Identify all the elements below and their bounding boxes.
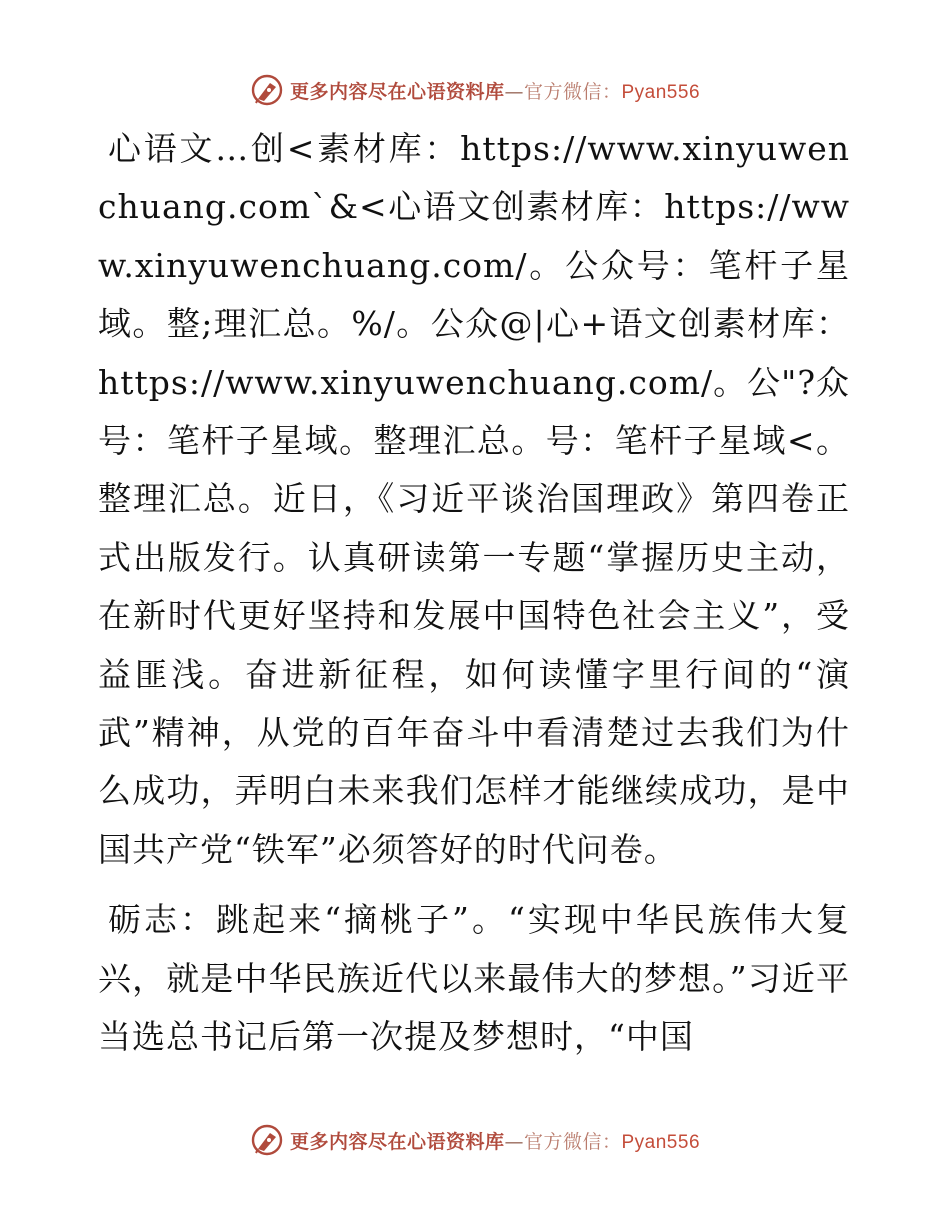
document-body bbox=[98, 120, 850, 1067]
paragraph-2: 砺志：跳起来“摘桃子”。“实现中华民族伟大复兴，就是中华民族近代以来最伟大的梦想。”习近平当选总书记后第一次提及梦想时，“中国 bbox=[98, 900, 850, 1057]
footer-separator: — bbox=[504, 1130, 524, 1153]
pen-nib-logo-icon bbox=[250, 1123, 284, 1157]
footer-wechat-id: Pyan556 bbox=[621, 1131, 701, 1153]
banner-wechat-id: Pyan556 bbox=[621, 81, 701, 103]
footer-banner bbox=[0, 1120, 950, 1160]
footer-official-label: 官方微信： bbox=[523, 1130, 622, 1153]
paragraph-1: 心语文…创<素材库：https://www.xinyuwenchuang.com`&<心语文创素材库：https://www.xinyuwenchuang.com/。公众号：笔杆子星域。整;理汇总。%/。公众@|心+语文创素材库：https://www.xinyuwenchuang.com/。公"?众号：笔杆子星域。整理汇总。号：笔杆子星域<。整理汇总。近日，《习近平谈治国理政》第四卷正式出版发行。认真研读第一专题“掌握历史主动，在新时代更好坚持和发展中国特色社会主义”，受益匪浅。奋进新征程，如何读懂字里行间的“演武”精神，从党的百年奋斗中看清楚过去我们为什么成功，弄明白未来我们怎样才能继续成功，是中国共产党“铁军”必须答好的时代问卷。 bbox=[98, 129, 851, 869]
header-banner bbox=[0, 70, 950, 110]
pen-nib-logo-icon bbox=[250, 73, 284, 107]
footer-main-text: 更多内容尽在心语资料库 bbox=[289, 1130, 505, 1153]
banner-separator: — bbox=[504, 80, 524, 103]
banner-main-text: 更多内容尽在心语资料库 bbox=[289, 80, 505, 103]
banner-official-label: 官方微信： bbox=[523, 80, 622, 103]
